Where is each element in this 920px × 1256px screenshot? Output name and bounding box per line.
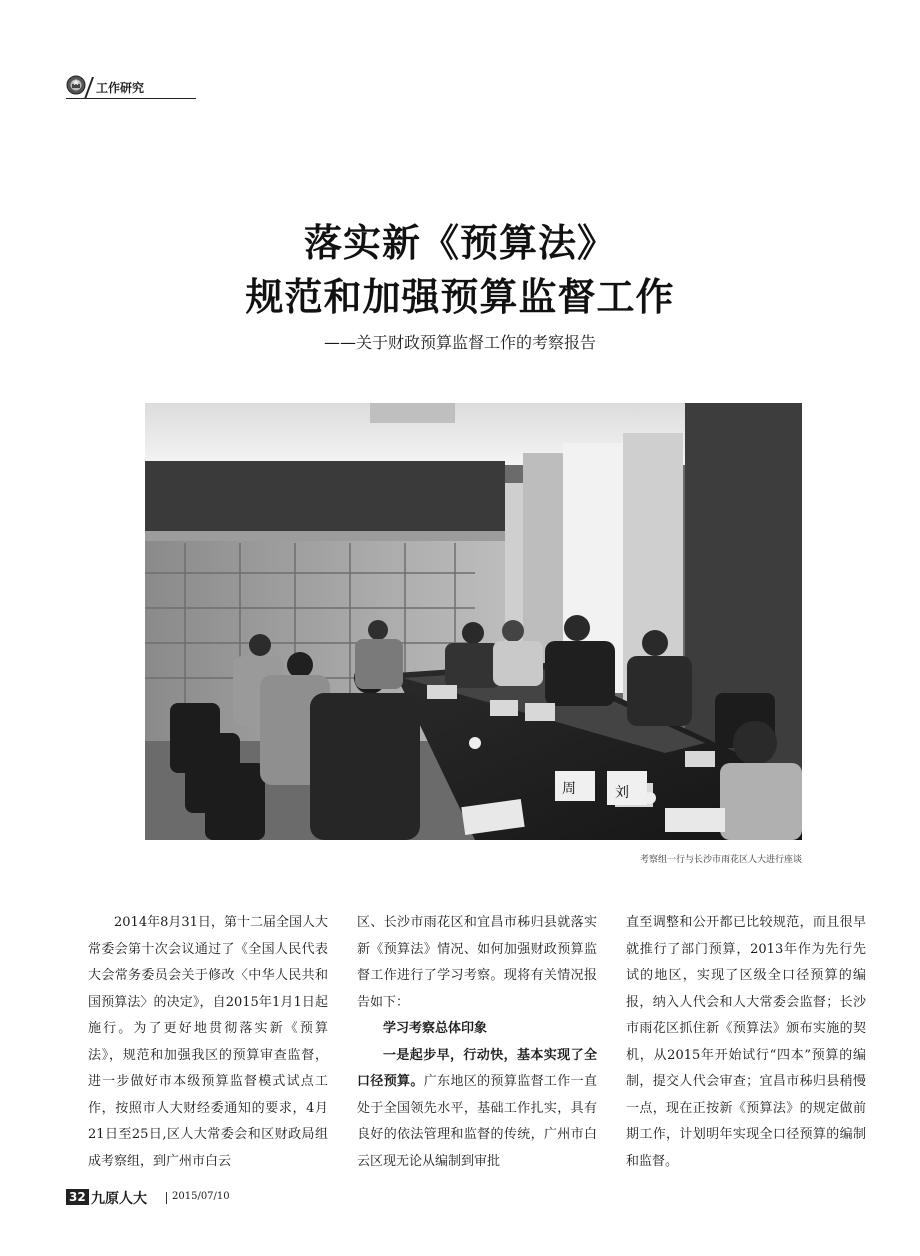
body-column-1 xyxy=(88,910,328,1175)
subtitle: ——关于财政预算监督工作的考察报告 xyxy=(323,333,596,352)
title-line-1: 落实新《预算法》 xyxy=(303,221,616,265)
photo-caption: 考察组一行与长沙市雨花区人大进行座谈 xyxy=(639,855,802,865)
magazine-name: 九原人大 xyxy=(91,1191,147,1207)
meeting-photo xyxy=(145,403,802,840)
section-heading: 学习考察总体印象 xyxy=(383,1021,488,1036)
paragraph: 区、长沙市雨花区和宜昌市秭归县就落实新《预算法》情况、如何加强财政预算监督工作进行了学习考察。现将有关情况报告如下： xyxy=(357,915,597,1010)
paragraph: 2014年8月31日，第十二届全国人大常委会第十次会议通过了《全国人民代表大会常务委员会关于修改〈中华人民共和国预算法〉的决定》，自2015年1月1日起施行。为了更好地贯彻落实新《预算法》，规范和加强我区的预算审查监督，进一步做好市本级预算监督模式试点工作，按照市人大财经委通知的要求，4月21日至25日,区人大常委会和区财政局组成考察组，到广州市白云 xyxy=(88,915,328,1169)
section-header xyxy=(66,76,196,99)
body-column-2 xyxy=(357,910,597,1175)
nameplate-text: 周 xyxy=(562,781,576,797)
issue-date: 2015/07/10 xyxy=(172,1191,230,1202)
title-line-2: 规范和加强预算监督工作 xyxy=(245,275,675,319)
paragraph: 直至调整和公开都已比较规范，而且很早就推行了部门预算，2013年作为先行先试的地区，实现了区级全口径预算的编报，纳入人代会和人大常委会监督；长沙市雨花区抓住新《预算法》颁布实施的契机，从2015年开始试行“四本”预算的编制，提交人代会审查；宜昌市秭归县稍慢一点，现在正按新《预算法》的规定做前期工作，计划明年实现全口径预算的编制和监督。 xyxy=(626,915,866,1169)
footer-divider xyxy=(166,1192,167,1204)
section-label: 工作研究 xyxy=(96,81,145,95)
page-footer xyxy=(66,1189,230,1207)
nameplate-text: 刘 xyxy=(615,785,629,801)
national-emblem-icon xyxy=(66,75,86,95)
paragraph xyxy=(357,1043,597,1176)
page-number: 32 xyxy=(66,1189,89,1205)
body-column-3 xyxy=(626,910,866,1175)
lead-phrase: 一是起步早，行动快，基本实现了全口径预算。 xyxy=(357,1047,597,1089)
paragraph-text: 广东地区的预算监督工作一直处于全国领先水平，基础工作扎实，具有良好的依法管理和监督的传统，广州市白云区现无论从编制到审批 xyxy=(357,1074,597,1169)
